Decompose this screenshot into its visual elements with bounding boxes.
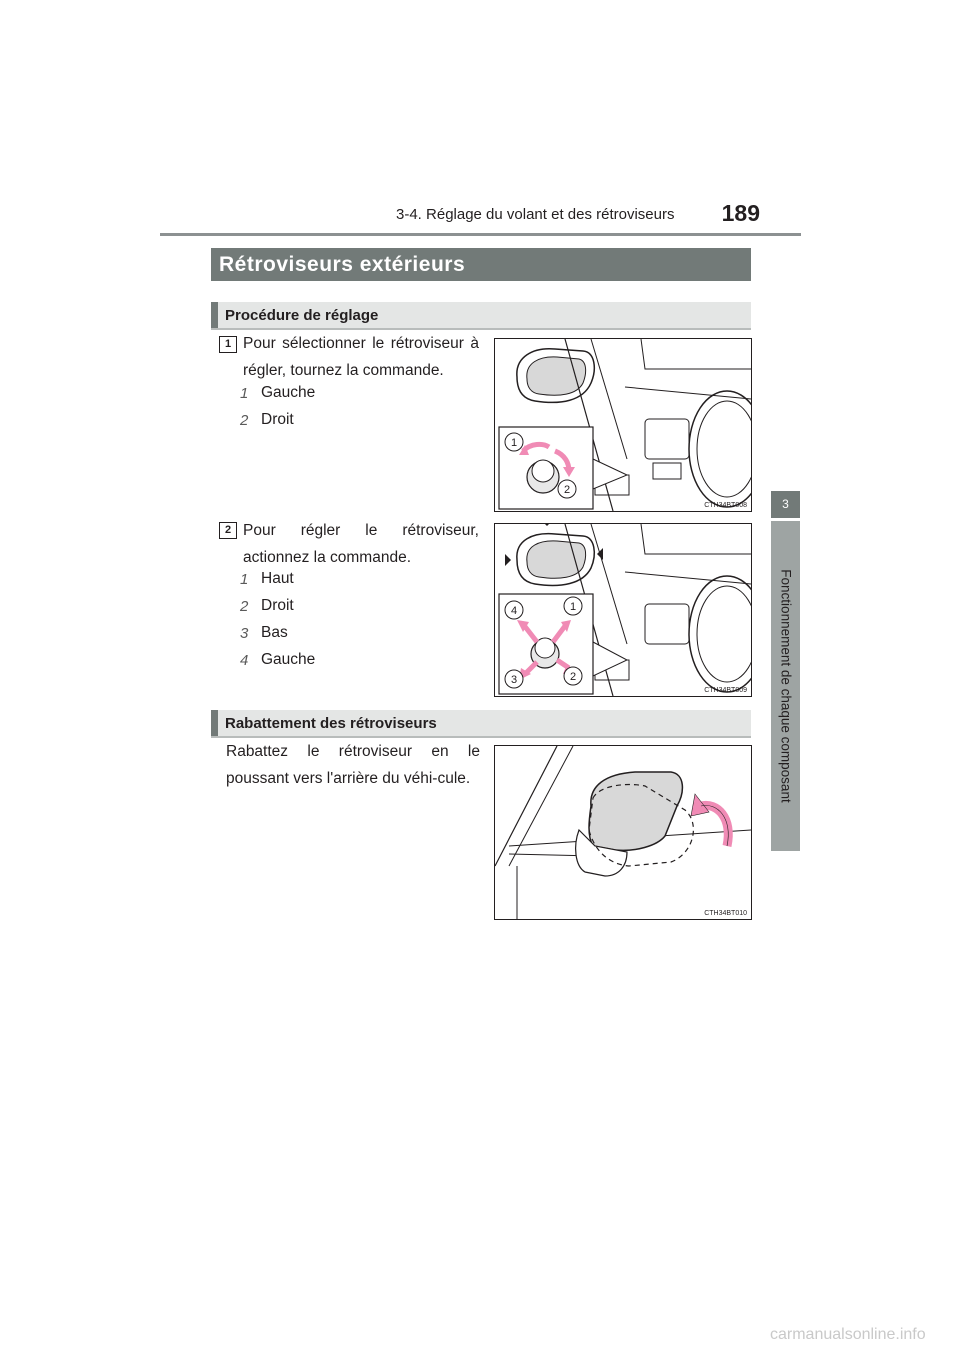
figure-callout: 4 [510, 605, 518, 617]
item-label-right: Droit [261, 411, 294, 428]
item-number: 1 [240, 385, 249, 402]
step-number-1: 1 [219, 336, 237, 353]
item-number: 2 [240, 598, 249, 615]
item-label-up: Haut [261, 570, 294, 587]
figure-callout: 3 [510, 674, 518, 686]
figure-callout: 2 [569, 671, 577, 683]
figure-mirror-select [494, 338, 752, 512]
figure-callout: 1 [569, 601, 577, 613]
item-label-left: Gauche [261, 651, 316, 668]
item-label-down: Bas [261, 624, 288, 641]
figure-code: CTH34BT009 [704, 687, 747, 694]
fold-text: Rabattez le rétroviseur en le poussant vers l'arrière du véhi-cule. [226, 743, 480, 787]
item-label-left: Gauche [261, 384, 316, 401]
header-rule [160, 233, 801, 236]
item-number: 1 [240, 571, 249, 588]
figure-code: CTH34BT008 [704, 502, 747, 509]
figure-callout: 2 [563, 484, 571, 496]
chapter-tab: 3 [771, 491, 800, 518]
item-number: 3 [240, 625, 249, 642]
figure-mirror-adjust [494, 523, 752, 697]
chapter-label: Fonctionnement de chaque composant [778, 569, 793, 803]
item-label-right: Droit [261, 597, 294, 614]
page-number: 189 [721, 200, 760, 226]
figure-mirror-fold [494, 745, 752, 920]
watermark-text: carmanualsonline.info [770, 1326, 926, 1343]
section-heading-adjust: Procédure de réglage [211, 302, 751, 328]
item-number: 2 [240, 412, 249, 429]
section-heading-fold: Rabattement des rétroviseurs [211, 710, 751, 736]
figure-callout: 1 [510, 437, 518, 449]
header-section-title: 3-4. Réglage du volant et des rétroviseurs [396, 206, 675, 223]
step-1-text: Pour sélectionner le rétroviseur à régler, tournez la commande. [243, 335, 479, 379]
page-title: Rétroviseurs extérieurs [211, 248, 751, 281]
figure-code: CTH34BT010 [704, 910, 747, 917]
step-number-2: 2 [219, 522, 237, 539]
item-number: 4 [240, 652, 249, 669]
step-2-text: Pour régler le rétroviseur, actionnez la commande. [243, 522, 479, 566]
